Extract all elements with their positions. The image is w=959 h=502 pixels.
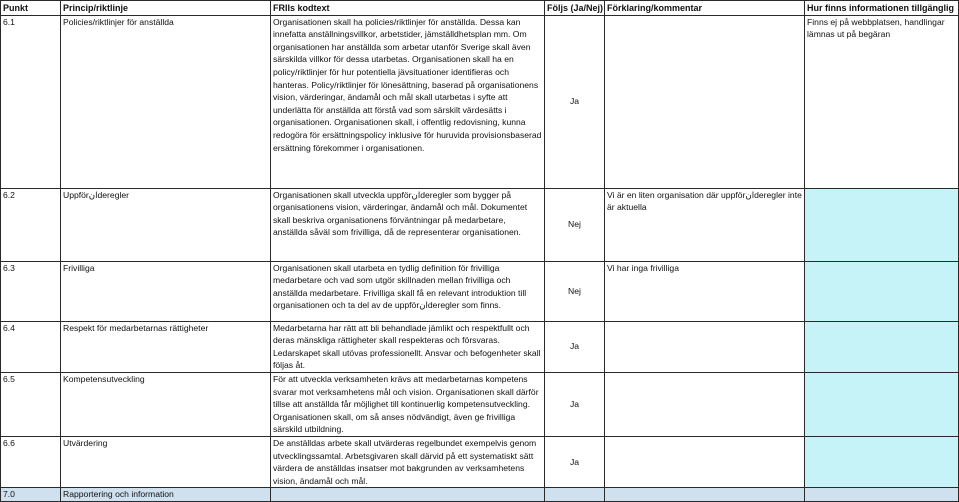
cell-foljs bbox=[545, 488, 605, 502]
table-row bbox=[1, 321, 959, 372]
cell-source bbox=[805, 436, 959, 487]
col-header-punkt: Punkt bbox=[1, 1, 61, 16]
cell-source bbox=[805, 321, 959, 372]
table-row bbox=[1, 436, 959, 487]
cell-princip: Uppförانderegler bbox=[61, 188, 271, 261]
cell-punkt: 6.5 bbox=[1, 372, 61, 436]
cell-punkt: 6.4 bbox=[1, 321, 61, 372]
section-row bbox=[1, 488, 959, 502]
cell-source: Finns ej på webbplatsen, handlingar lämnas ut på begäran bbox=[805, 15, 959, 188]
cell-punkt: 6.2 bbox=[1, 188, 61, 261]
cell-kodtext bbox=[271, 488, 545, 502]
cell-forklaring bbox=[605, 321, 805, 372]
cell-foljs: Nej bbox=[545, 261, 605, 321]
cell-source bbox=[805, 488, 959, 502]
cell-forklaring bbox=[605, 488, 805, 502]
header-row bbox=[1, 1, 959, 16]
cell-foljs: Ja bbox=[545, 321, 605, 372]
cell-forklaring: Vi har inga frivilliga bbox=[605, 261, 805, 321]
col-header-forklaring: Förklaring/kommentar bbox=[605, 1, 805, 16]
cell-kodtext: De anställdas arbete skall utvärderas regelbundet exempelvis genom utvecklingssamtal. Arbetsgivaren skall därvid på ett systematiskt sätt värdera de anställdas insatser mot bakgrunden av verksamhetens vision, ändamål och mål. bbox=[271, 436, 545, 487]
col-header-foljs: Följs (Ja/Nej) bbox=[545, 1, 605, 16]
cell-source bbox=[805, 372, 959, 436]
cell-forklaring bbox=[605, 372, 805, 436]
cell-punkt: 7.0 bbox=[1, 488, 61, 502]
cell-forklaring bbox=[605, 15, 805, 188]
cell-source bbox=[805, 261, 959, 321]
cell-forklaring bbox=[605, 436, 805, 487]
cell-source bbox=[805, 188, 959, 261]
cell-princip: Rapportering och information bbox=[61, 488, 271, 502]
cell-foljs: Ja bbox=[545, 436, 605, 487]
cell-foljs: Ja bbox=[545, 372, 605, 436]
cell-foljs: Ja bbox=[545, 15, 605, 188]
cell-punkt: 6.3 bbox=[1, 261, 61, 321]
table-row bbox=[1, 261, 959, 321]
cell-forklaring: Vi är en liten organisation där uppförانderegler inte är aktuella bbox=[605, 188, 805, 261]
table-row bbox=[1, 15, 959, 188]
cell-foljs: Nej bbox=[545, 188, 605, 261]
table-row bbox=[1, 372, 959, 436]
table-row bbox=[1, 188, 959, 261]
cell-princip: Utvärdering bbox=[61, 436, 271, 487]
cell-princip: Policies/riktlinjer för anställda bbox=[61, 15, 271, 188]
cell-punkt: 6.6 bbox=[1, 436, 61, 487]
cell-kodtext: Organisationen skall utarbeta en tydlig definition för frivilliga medarbetare och vad som utgör skillnaden mellan frivilliga och anställda medarbetare. Frivilliga skall få en relevant introduktion till organisationen och ta del av de uppförانderegler som finns. bbox=[271, 261, 545, 321]
col-header-princip: Princip/riktlinje bbox=[61, 1, 271, 16]
cell-punkt: 6.1 bbox=[1, 15, 61, 188]
cell-kodtext: Organisationen skall utveckla uppförانderegler som bygger på organisationens vision, värderingar, ändamål och mål. Dokumentet skall beskriva organisationens förväntningar på medarbetare, anställda såväl som frivilliga, då de representerar organisationen. bbox=[271, 188, 545, 261]
cell-princip: Kompetensutveckling bbox=[61, 372, 271, 436]
cell-kodtext: Medarbetarna har rätt att bli behandlade jämlikt och respektfullt och deras mänskliga rättigheter skall respekteras och försvaras. Ledarskapet skall utövas professionellt. Ansvar och befogenheter skall följas åt. bbox=[271, 321, 545, 372]
cell-princip: Respekt för medarbetarnas rättigheter bbox=[61, 321, 271, 372]
cell-princip: Frivilliga bbox=[61, 261, 271, 321]
cell-kodtext: För att utveckla verksamheten krävs att medarbetarnas kompetens svarar mot verksamhetens mål och vision. Organisationen skall därför tillse att anställda får möjlighet till kontinuerlig kompetensutveckling. Organisationen skall, om så anses nödvändigt, även ge frivilliga särskild utbildning. bbox=[271, 372, 545, 436]
cell-kodtext: Organisationen skall ha policies/riktlinjer för anställda. Dessa kan innefatta anställningsvillkor, arbetstider, jämställdhetsplan mm. Om organisationen har anställda som arbetar utanför Sverige skall även särskilda villkor för dessa utarbetas. Organisationen skall ha en policy/riktlinjer för hur potentiella jävsituationer identifieras och hanteras. Policy/riktlinjer för lönesättning, baserad på organisationens vision, värderingar, ändamål och mål skall utarbetas i syfte att underlätta för anställda att förstå vad som särskilt värdesätts i organisationen. Organisationen skall, i offentlig redovisning, kunna redogöra för ersättningspolicy inklusive för huruvida provisionsbaserad ersättning förekommer i organisationen. bbox=[271, 15, 545, 188]
col-header-source: Hur finns informationen tillgänglig bbox=[805, 1, 959, 16]
col-header-fri-kodtext: FRIIs kodtext bbox=[271, 1, 545, 16]
